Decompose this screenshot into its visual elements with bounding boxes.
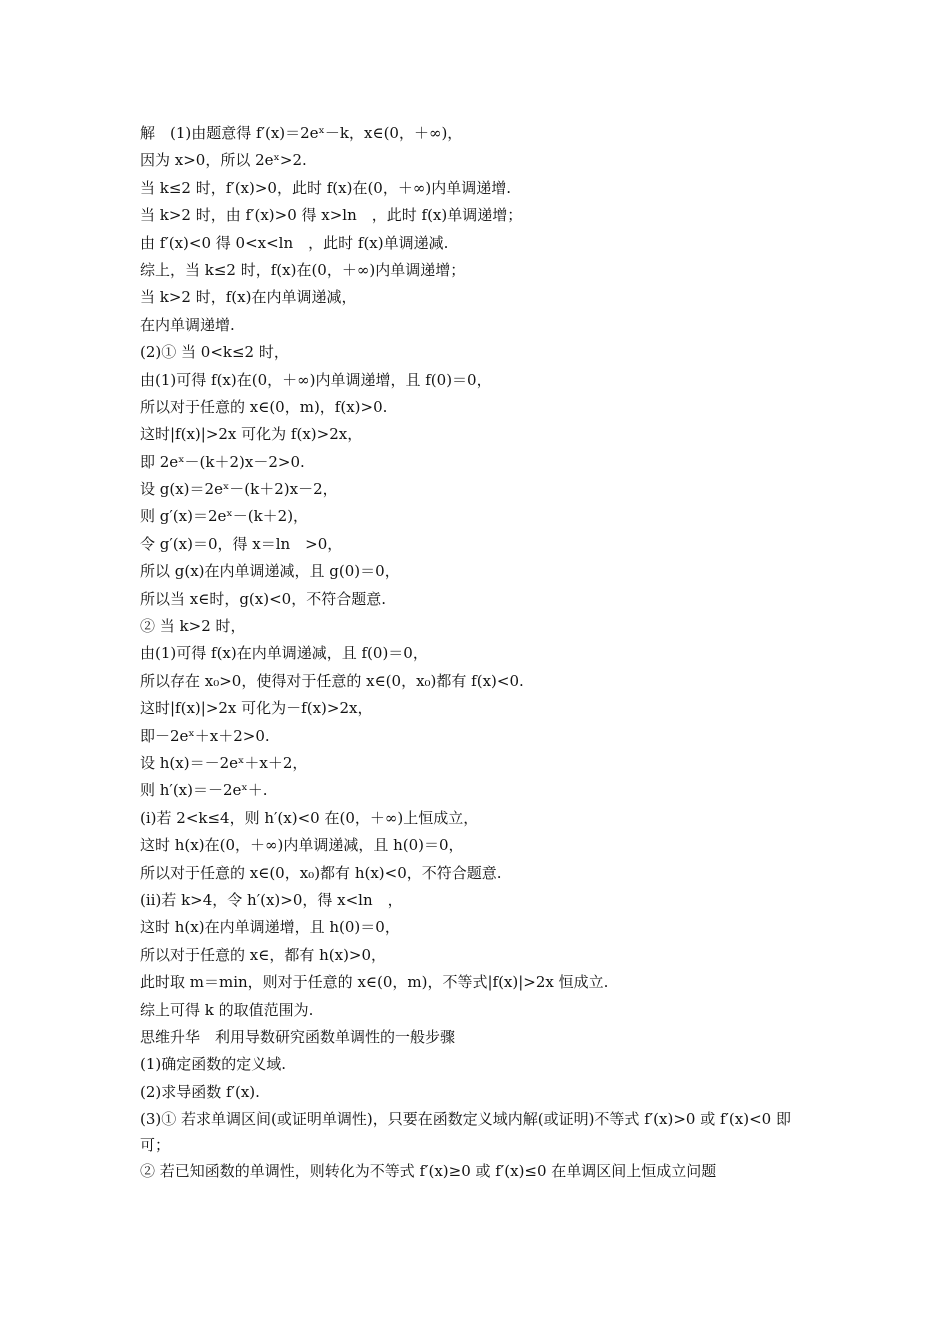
text-line: 由(1)可得 f(x)在内单调递减，且 f(0)＝0， <box>140 644 428 663</box>
text-line: 当 k>2 时，由 f′(x)>0 得 x>ln ，此时 f(x)单调递增； <box>140 206 523 225</box>
text-line: 此时取 m＝min，则对于任意的 x∈(0，m)，不等式|f(x)|>2x 恒成立. <box>140 973 609 992</box>
text-line: ② 当 k>2 时， <box>140 617 246 636</box>
text-line: 所以对于任意的 x∈(0，m)，f(x)>0. <box>140 397 388 416</box>
text-line: 这时 h(x)在(0，＋∞)内单调递减，且 h(0)＝0， <box>140 836 464 855</box>
text-line: 所以当 x∈时，g(x)<0，不符合题意. <box>140 589 386 608</box>
text-line: 令 g′(x)＝0，得 x＝ln >0， <box>140 534 343 553</box>
text-line: (2)求导函数 f′(x). <box>140 1082 260 1101</box>
text-line: 在内单调递增. <box>140 315 235 334</box>
text-line: 即－2eˣ＋x＋2>0. <box>140 726 270 745</box>
text-line: 因为 x>0，所以 2eˣ>2. <box>140 151 307 170</box>
text-line: 则 g′(x)＝2eˣ－(k＋2)， <box>140 507 309 526</box>
text-line: 设 g(x)＝2eˣ－(k＋2)x－2， <box>140 480 338 499</box>
text-line: 即 2eˣ－(k＋2)x－2>0. <box>140 452 305 471</box>
text-line: 所以对于任意的 x∈，都有 h(x)>0， <box>140 945 387 964</box>
text-line: 解 (1)由题意得 f′(x)＝2eˣ－k，x∈(0，＋∞)， <box>140 124 463 142</box>
text-line: 由(1)可得 f(x)在(0，＋∞)内单调递增，且 f(0)＝0， <box>140 370 492 389</box>
document-body <box>140 120 820 1185</box>
text-line: 则 h′(x)＝－2eˣ＋. <box>140 781 268 800</box>
text-paragraph: (3)① 若求单调区间(或证明单调性)，只要在函数定义域内解(或证明)不等式 f′(x)>0 或 f′(x)<0 即可； <box>140 1110 791 1155</box>
text-line: 设 h(x)＝－2eˣ＋x＋2， <box>140 753 308 772</box>
text-line: 当 k≤2 时，f′(x)>0，此时 f(x)在(0，＋∞)内单调递增. <box>140 178 511 197</box>
text-line: 由 f′(x)<0 得 0<x<ln ，此时 f(x)单调递减. <box>140 233 449 252</box>
text-line: 当 k>2 时，f(x)在内单调递减， <box>140 288 357 307</box>
text-line: (ⅰ)若 2<k≤4，则 h′(x)<0 在(0，＋∞)上恒成立， <box>140 808 479 827</box>
text-line: ② 若已知函数的单调性，则转化为不等式 f′(x)≥0 或 f′(x)≤0 在单调区间上恒成立问题 <box>140 1162 717 1181</box>
text-line: 所以对于任意的 x∈(0，x₀)都有 h(x)<0，不符合题意. <box>140 863 502 882</box>
text-line: 所以存在 x₀>0，使得对于任意的 x∈(0，x₀)都有 f(x)<0. <box>140 671 524 690</box>
text-line: 综上可得 k 的取值范围为. <box>140 1000 314 1019</box>
section-heading: 思维升华 利用导数研究函数单调性的一般步骤 <box>140 1027 456 1046</box>
text-line: 这时|f(x)|>2x 可化为 f(x)>2x， <box>140 425 363 444</box>
text-line: (1)确定函数的定义域. <box>140 1055 287 1074</box>
text-line: 这时|f(x)|>2x 可化为－f(x)>2x， <box>140 699 373 718</box>
text-line: 这时 h(x)在内单调递增，且 h(0)＝0， <box>140 918 400 937</box>
text-line: (2)① 当 0<k≤2 时， <box>140 343 289 362</box>
text-line: (ⅱ)若 k>4，令 h′(x)>0，得 x<ln ， <box>140 890 403 909</box>
text-line: 综上，当 k≤2 时，f(x)在(0，＋∞)内单调递增； <box>140 260 466 279</box>
text-line: 所以 g(x)在内单调递减，且 g(0)＝0， <box>140 562 400 581</box>
